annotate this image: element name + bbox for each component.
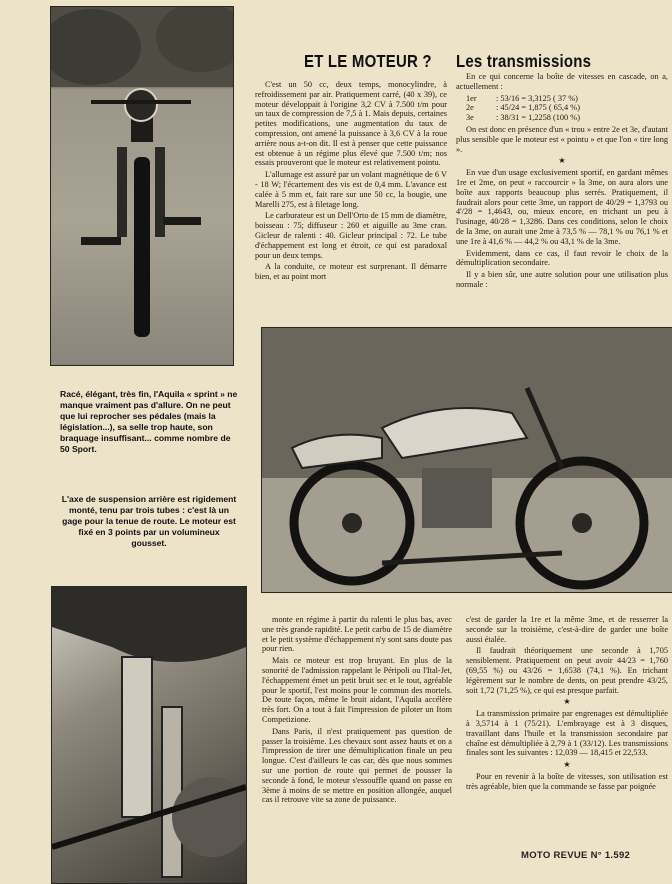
column-transmissions <box>456 72 668 327</box>
star-separator: ★ <box>563 760 571 770</box>
paragraph: Pour en revenir à la boîte de vitesses, son utilisation est très agréable, bien que la commande se fasse par poignée <box>466 771 668 791</box>
photo-front-view <box>50 6 234 366</box>
gear-row: 3e : 38/31 = 1,2258 (100 %) <box>466 113 580 123</box>
gear-ratio-table <box>456 94 668 123</box>
column-transmissions-continued <box>466 615 668 841</box>
paragraph: A la conduite, ce moteur est surprenant. Il démarre bien, et au point mort <box>255 262 447 282</box>
paragraph: c'est de garder la 1re et la même 3me, et de resserrer la seconde sur la troisième, c'est-à-dire de garder une boîte aussi étalée. <box>466 615 668 644</box>
caption-suspension: L'axe de suspension arrière est rigidement monté, tenu par trois tubes : c'est là un gage pour la tenue de route. Le moteur est fixé en 3 points par un volumineux gousset. <box>61 494 237 548</box>
heading-moteur: ET LE MOTEUR ? <box>304 52 432 72</box>
paragraph: Il y a bien sûr, une autre solution pour une utilisation plus normale : <box>456 270 668 289</box>
heading-transmissions: Les transmissions <box>456 52 592 72</box>
paragraph: Dans Paris, il n'est pratiquement pas question de passer la troisième. Les chevaux sont assez hauts et on a l'impression de tirer une démultiplication finale un peu longue. C'est d'ailleurs le cas car, dès que nous sommes sur une portion de route qui permet de pousser la seconde à fond, le moteur s'essouffle quand on passe en 3ème à moins de se mettre en position allongée, auquel cas il retrouve vite sa zone de puissance. <box>262 726 452 805</box>
photo-suspension-detail <box>51 586 247 884</box>
footer-magazine-issue: MOTO REVUE N° 1.592 <box>521 850 631 861</box>
gear-row: 2e : 45/24 = 1,875 ( 65,4 %) <box>466 103 580 113</box>
paragraph: L'allumage est assuré par un volant magnétique de 6 V - 18 W; l'écartement des vis est de 0,4 mm. L'avance est calée à 5 mm et, fait rare sur une 50 cc, la bougie, une Marelli 275, est à filetage long. <box>255 170 447 209</box>
paragraph: En ce qui concerne la boîte de vitesses en cascade, on a, actuellement : <box>456 72 668 91</box>
column-moteur-continued <box>262 615 452 877</box>
paragraph: En vue d'un usage exclusivement sportif, en gardant mêmes 1re et 2me, on peut « raccourcir » la 3me, on aura alors une boîte aux rapports beaucoup plus serrés. Pratiquement, il faudrait alors pour cette 3me, un rapport de 40/29 = 1,3793 ou 4'/28 = 1,4643, ou, mieux encore, en trichant un peu à l'usinage, 40/28 = 1,3286. Dans ces conditions, selon le choix de la 3me, on aurait une 2me à 73,5 % — 78,1 % ou 76,1 % et une 1re à 41,6 % — 44,2 % ou 43,1 % de la 3me. <box>456 168 668 246</box>
paragraph: La transmission primaire par engrenages est démultipliée à 3,5714 à 1 (75/21). L'embrayage est à 3 disques, travaillant dans l'huile et la transmission secondaire par chaîne est démultipliée à 2,79 à 1 (33/12). Les transmissions finales sont les suivantes : 12,039 — 18,415 et 22,533. <box>466 709 668 758</box>
paragraph: C'est un 50 cc, deux temps, monocylindre, à refroidissement par air. Pratiquement carré, (40 x 39), ce moteur développait à l'origine 3,2 CV à 7.500 t/m pour un taux de compression de 7,5 à 1. Mais depuis, certaines petites modifications, une augmentation du taux de compression, ont amené la puissance à 3,6 CV à la roue arrière nous a-t-on dit. Il est à penser que cette puissance est obtenue à un régime plus élevé que 7.500 t/m; nos essais prouveront que le moteur est relativement pointu. <box>255 80 447 168</box>
caption-sprint: Racé, élégant, très fin, l'Aquila « sprint » ne manque vraiment pas d'allure. On ne peut que lui reprocher ses pédales (mais la législation...), sa selle trop haute, son braquage insuffisant... comme nombre de 50 Sport. <box>60 389 238 454</box>
paragraph: Le carburateur est un Dell'Orto de 15 mm de diamètre, boisseau : 75; diffuseur : 260 et aiguille au 3me cran. Gicleur de ralenti : 40. Gicleur principal : 72. Le tube d'échappement est long et étroit, ce qui est paradoxal pour un deux temps. <box>255 211 447 260</box>
paragraph: Mais ce moteur est trop bruyant. En plus de la sonorité de l'admission rappelant le Péripoli ou l'Ital-Jet, l'échappement émet un petit bruit sec et le tout, agréable pour le sportif, l'est moins pour le commun des mortels. De toute façon, même le bruit aidant, l'Aquila accélère très fort. On a tout à fait l'impression de piloter un Itom Competizione. <box>262 656 452 724</box>
photo-side-view <box>261 327 672 593</box>
paragraph: monte en régime à partir du ralenti le plus bas, avec une très grande rapidité. Le petit carbu de 15 de diamètre et le petit système d'échappement n'y sont sans doute pas pour rien. <box>262 615 452 654</box>
star-separator: ★ <box>558 156 566 166</box>
column-moteur <box>255 80 447 328</box>
paragraph: Il faudrait théoriquement une seconde à 1,705 sensiblement. Pratiquement on peut avoir 44/23 = 1,760 (69,55 %) ou 43/26 = 1,6538 (74,1 %). En trichant légèrement sur le nombre de dents, on peut prendre 43/25, soit 1,72 (71,25 %), ce qui est presque parfait. <box>466 646 668 695</box>
paragraph: Evidemment, dans ce cas, il faut revoir le choix de la démultiplication secondaire. <box>456 248 668 268</box>
paragraph: On est donc en présence d'un « trou » entre 2e et 3e, d'autant plus sensible que le moteur est « pointu » et que l'on « tire long ». <box>456 124 668 154</box>
star-separator: ★ <box>563 697 571 707</box>
gear-row: 1er : 53/16 = 3,3125 ( 37 %) <box>466 93 578 103</box>
